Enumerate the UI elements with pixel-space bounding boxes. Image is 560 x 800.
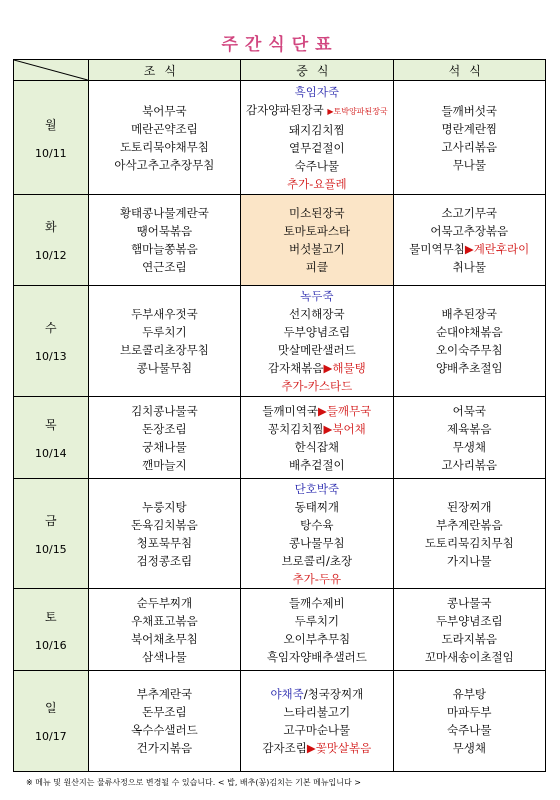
menu-item [241,630,392,648]
menu-item [394,630,545,648]
menu-item-substitute: /청국장찌개 [303,687,364,701]
menu-item-text: 순대야채볶음 [435,325,503,339]
menu-item-text: 들깨수제비 [289,595,345,610]
menu-item-text: 선지해장국 [289,307,345,321]
menu-item-text: 꽁치김치찜 [267,421,324,436]
menu-item-text: 배추된장국 [441,307,498,321]
day-cell [14,195,89,286]
lunch-cell [241,286,393,397]
menu-item [89,703,240,721]
diagonal-divider [14,60,88,80]
menu-item-text: 콩나물국 [447,595,492,610]
menu-item [394,305,545,323]
menu-item [241,323,392,341]
day-date: 10/11 [34,146,67,160]
menu-item [241,498,392,516]
menu-item [241,305,392,323]
menu-item-text: 명란계란찜 [441,121,498,136]
menu-item [89,420,240,438]
menu-item-text: 고사리볶음 [441,457,498,472]
menu-item-text: 콩나물무침 [136,361,193,375]
menu-item-substitute: ▶해물탱 [323,361,366,375]
menu-item-text: 누룽지탕 [142,499,187,514]
menu-item-text: 들깨미역국 [262,403,318,418]
menu-item-text: 미소된장국 [289,206,345,220]
menu-item-text: 브로콜리초장무침 [119,343,209,357]
menu-item-text: 도토리묵야채무침 [119,139,209,154]
header-lunch: 중식 [241,60,393,81]
menu-item-text: 건가지볶음 [136,741,193,755]
menu-item [241,101,392,121]
menu-item [394,138,545,156]
menu-item-text: 된장찌개 [447,499,492,514]
menu-item-text: 우채표고볶음 [131,613,198,628]
menu-item-text: 땡어묵볶음 [136,224,193,238]
menu-item-text: 두부새우젓국 [131,307,198,321]
menu-item [394,341,545,359]
menu-item-text: 검정콩조림 [136,553,193,568]
menu-item-text: 들깨버섯국 [441,103,498,118]
menu-item [241,83,392,101]
menu-item [241,402,392,420]
menu-item-text: 햄마늘쫑볶음 [131,242,198,256]
menu-item [394,685,545,703]
menu-item-text: 가지나물 [447,553,492,568]
menu-item [241,480,392,498]
menu-item [89,305,240,323]
menu-item [241,287,392,305]
menu-item [241,157,392,175]
menu-item-text: 숙주나물 [447,723,492,737]
menu-item [394,120,545,138]
menu-item-text: 감자양파된장국 [245,102,328,117]
menu-item-text: 메란곤약조림 [131,121,198,136]
menu-item-text: 흑임자죽 [294,84,340,99]
menu-item-text: 단호박죽 [294,481,340,496]
menu-item [394,721,545,739]
menu-item-text: 배추겉절이 [289,457,345,472]
menu-item-substitute: ▶들깨무국 [317,403,372,418]
menu-item-text: 열무겉절이 [289,140,345,155]
menu-item-text: 두루치기 [294,613,340,628]
breakfast-cell [88,589,240,671]
day-row [14,286,546,397]
menu-item-substitute: ▶북어채 [323,421,366,436]
dinner-cell [393,479,545,589]
weekly-menu-table [13,59,546,772]
menu-item-text: 꼬마새송이초절임 [424,649,514,664]
menu-item [241,456,392,474]
menu-item-text: 콩나물무침 [289,535,345,550]
menu-item [394,739,545,757]
menu-item-text: 야채죽 [270,687,304,701]
menu-item [89,739,240,757]
menu-item-text: 고사리볶음 [441,139,498,154]
menu-item [241,258,392,276]
menu-item [394,534,545,552]
menu-item-text: 아삭고추고추장무침 [114,157,215,172]
lunch-cell [241,589,393,671]
dinner-cell [393,671,545,772]
header-dinner: 석식 [393,60,545,81]
menu-item [241,739,392,757]
menu-item-text: 청포묵무침 [136,535,193,550]
menu-item [394,402,545,420]
menu-item-text: 무생채 [452,741,486,755]
menu-item-text: 삼색나물 [142,649,187,664]
menu-item-text: 북어무국 [142,103,187,118]
menu-item [394,420,545,438]
day-name: 월 [45,117,57,132]
day-name: 화 [45,220,57,234]
dinner-cell [393,286,545,397]
menu-item [89,516,240,534]
day-name: 목 [45,417,57,432]
menu-item-text: 버섯불고기 [289,242,345,256]
menu-item-text: 느타리불고기 [283,705,351,719]
menu-item-text: 고구마순나물 [283,723,351,737]
day-cell [14,589,89,671]
day-date: 10/13 [34,350,67,363]
menu-item [89,222,240,240]
menu-item-text: 추가-카스타드 [281,379,353,393]
menu-item [89,204,240,222]
footnote: ※ 메뉴 및 원산지는 물류사정으로 변경될 수 있습니다. < 밥, 배추(꽁)김치는 기본 메뉴입니다 > [26,778,361,787]
menu-item-text: 깬마늘지 [142,457,187,472]
menu-item [394,612,545,630]
day-row [14,479,546,589]
day-row [14,195,546,286]
menu-item-text: 무나물 [452,157,486,172]
menu-item-text: 오이부추무침 [283,631,351,646]
menu-item [394,258,545,276]
menu-item [394,456,545,474]
menu-item [89,685,240,703]
menu-item-text: 어묵고추장볶음 [430,224,509,238]
menu-item [394,204,545,222]
day-date: 10/14 [34,446,67,460]
menu-item [89,341,240,359]
lunch-cell [241,479,393,589]
menu-item-substitute: ▶토박양파된장국 [327,106,388,116]
menu-item [89,498,240,516]
menu-item [241,377,392,395]
day-date: 10/16 [34,638,67,652]
menu-item-text: 감자조림 [262,741,307,755]
menu-item-substitute: ▶계란후라이 [464,242,530,256]
day-row [14,589,546,671]
menu-item-text: 소고기무국 [441,206,498,220]
menu-item-text: 오이숙주무침 [435,343,503,357]
menu-item-text: 무생채 [452,439,486,454]
menu-item-text: 궁채나물 [142,439,187,454]
menu-item [394,222,545,240]
menu-item-text: 북어채초무침 [131,631,198,646]
lunch-cell [241,397,393,479]
menu-item-text: 감자채볶음 [267,361,324,375]
menu-item-text: 돈무조림 [142,705,187,719]
menu-item [241,204,392,222]
day-date: 10/12 [34,249,67,262]
menu-item-text: 녹두죽 [300,289,334,303]
menu-item-text: 부추계란볶음 [435,517,503,532]
menu-item [241,516,392,534]
menu-item-text: 동태찌개 [294,499,340,514]
breakfast-cell [88,195,240,286]
menu-item [89,323,240,341]
menu-item [241,438,392,456]
menu-item [241,534,392,552]
menu-item [241,341,392,359]
menu-item [394,240,545,258]
menu-item-text: 두부양념조림 [283,325,351,339]
menu-item [241,222,392,240]
menu-item-text: 김치콩나물국 [131,403,198,418]
menu-item [89,359,240,377]
menu-item-text: 두부양념조림 [435,613,503,628]
day-row [14,671,546,772]
menu-item [89,594,240,612]
dinner-cell [393,397,545,479]
menu-item-text: 도라지볶음 [441,631,498,646]
day-date: 10/17 [34,730,67,743]
menu-item [394,498,545,516]
menu-item [241,240,392,258]
dinner-cell [393,195,545,286]
menu-item [394,438,545,456]
menu-item [241,175,392,193]
menu-item [89,240,240,258]
menu-item-text: 황태콩나물계란국 [119,206,209,220]
day-cell [14,671,89,772]
menu-item-text: 돼지김치찜 [289,122,345,137]
menu-item [394,648,545,666]
breakfast-cell [88,397,240,479]
breakfast-cell [88,81,240,195]
menu-item-text: 흑임자양배추샐러드 [266,649,367,664]
menu-item-text: 도토리묵김치무침 [424,535,514,550]
breakfast-cell [88,671,240,772]
menu-item-text: 맛살메란샐러드 [277,343,356,357]
menu-item [89,612,240,630]
menu-item-text: 브로콜리/초장 [281,553,353,568]
menu-item [241,552,392,570]
menu-item [241,121,392,139]
menu-item-text: 제육볶음 [447,421,492,436]
menu-item-text: 물미역무침 [409,242,465,256]
menu-item-substitute: ▶꽃맛살볶음 [306,741,372,755]
menu-body [14,81,546,772]
menu-item [241,139,392,157]
menu-item [89,630,240,648]
menu-item [394,552,545,570]
menu-item [89,258,240,276]
menu-item-text: 양배추초절임 [435,361,503,375]
menu-item-text: 순두부찌개 [136,595,193,610]
breakfast-cell [88,286,240,397]
menu-item [241,685,392,703]
menu-item-text: 유부탕 [452,687,486,701]
menu-item-text: 돈장조림 [142,421,187,436]
dinner-cell [393,81,545,195]
menu-item-text: 옥수수샐러드 [131,723,198,737]
menu-item [241,420,392,438]
menu-item [89,138,240,156]
menu-item [241,612,392,630]
menu-item-text: 숙주나물 [294,158,340,173]
menu-item [394,516,545,534]
menu-item-text: 한식잡채 [294,439,340,454]
menu-item [394,102,545,120]
menu-item [89,156,240,174]
menu-item [394,323,545,341]
day-date: 10/15 [34,542,67,556]
menu-item-text: 추가-요플레 [286,176,347,191]
menu-item [89,402,240,420]
menu-item-text: 탕수육 [300,517,334,532]
menu-item [89,120,240,138]
day-row [14,397,546,479]
menu-item-text: 취나물 [452,260,486,274]
menu-item [89,438,240,456]
day-cell [14,286,89,397]
menu-item [394,156,545,174]
lunch-cell [241,195,393,286]
breakfast-cell [88,479,240,589]
menu-item [394,594,545,612]
menu-item [89,552,240,570]
day-name: 수 [45,321,57,335]
menu-item [394,703,545,721]
day-cell [14,479,89,589]
menu-item [241,703,392,721]
lunch-cell [241,671,393,772]
day-name: 토 [45,609,57,624]
menu-item [89,534,240,552]
header-breakfast: 조식 [88,60,240,81]
menu-item [241,648,392,666]
menu-item [241,594,392,612]
day-cell [14,81,89,195]
menu-item-text: 토마토파스타 [283,224,351,238]
menu-item [241,570,392,588]
menu-item [89,648,240,666]
menu-item-text: 추가-두유 [292,571,342,586]
menu-item [89,102,240,120]
menu-item [89,456,240,474]
menu-item [241,721,392,739]
day-name: 금 [45,513,57,528]
dinner-cell [393,589,545,671]
menu-item [89,721,240,739]
page-title: 주간식단표 [221,35,339,55]
menu-item-text: 피클 [305,260,328,274]
menu-item [394,359,545,377]
menu-item [241,359,392,377]
menu-item-text: 두루치기 [142,325,187,339]
menu-item-text: 부추계란국 [136,687,193,701]
menu-item-text: 돈육김치볶음 [131,517,198,532]
day-cell [14,397,89,479]
corner-cell [14,60,89,81]
lunch-cell [241,81,393,195]
menu-item-text: 어묵국 [452,403,486,418]
day-name: 일 [45,701,57,715]
menu-item-text: 연근조림 [142,260,187,274]
day-row [14,81,546,195]
menu-item-text: 마파두부 [447,705,492,719]
